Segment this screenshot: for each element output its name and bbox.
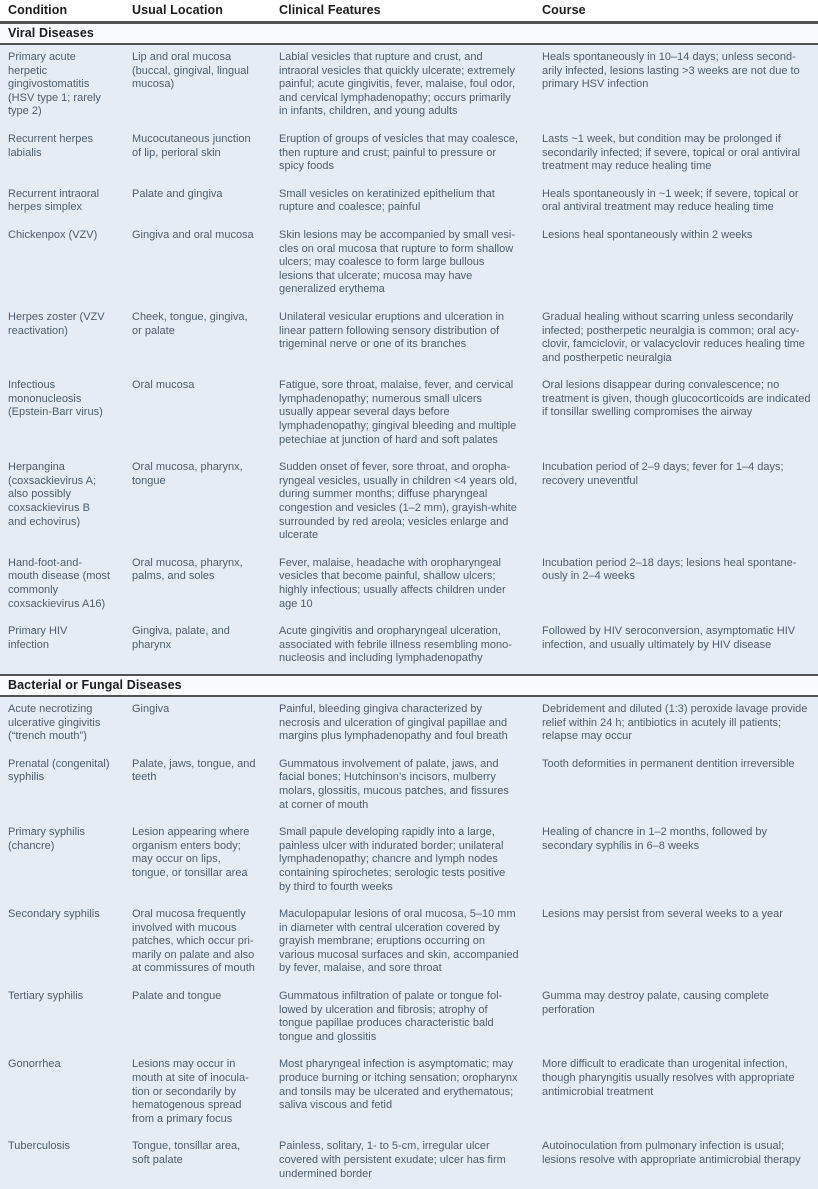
condition-cell: Recurrent intraoral herpes simplex	[0, 182, 124, 223]
location-cell: Mucocutaneous junction of lip, perioral skin	[124, 127, 271, 182]
features-cell: Fatigue, sore throat, malaise, fever, and cervical lymphadenopathy; numerous small ulcers usually appear several days before lymphadenopathy; gingival bleeding and multiple petechiae at junction of hard and soft palates	[271, 373, 534, 455]
section-header-row	[0, 675, 818, 696]
condition-cell: Herpangina (coxsackievirus A; also possibly coxsackievirus B and echovirus)	[0, 455, 124, 551]
features-cell: Small papule developing rapidly into a large, painless ulcer with indurated border; unilateral lymphadenopathy; chancre and lymph nodes containing spirochetes; serologic tests positive by third to fourth weeks	[271, 820, 534, 902]
course-cell: Lesions may persist from several weeks to a year	[534, 902, 818, 984]
condition-cell: Chickenpox (VZV)	[0, 223, 124, 305]
section-header-row	[0, 23, 818, 45]
condition-cell: Primary acute herpetic gingivostomatitis (HSV type 1; rarely type 2)	[0, 44, 124, 127]
condition-cell: Primary syphilis (chancre)	[0, 820, 124, 902]
table-row	[0, 820, 818, 902]
table-row	[0, 1052, 818, 1134]
location-cell: Palate and tongue	[124, 984, 271, 1052]
location-cell: Lesions may occur in mouth at site of inoculation or secondarily by hematogenous spread from a primary focus	[124, 1052, 271, 1134]
table-row	[0, 752, 818, 820]
course-cell: Incubation period 2–18 days; lesions heal spontaneously in 2–4 weeks	[534, 551, 818, 619]
location-cell: Oral mucosa, pharynx, tongue	[124, 455, 271, 551]
table-row	[0, 551, 818, 619]
table-header	[0, 0, 818, 23]
column-header-usual-location: Usual Location	[124, 0, 271, 23]
location-cell: Lesion appearing where organism enters body; may occur on lips, tongue, or tonsillar area	[124, 820, 271, 902]
location-cell: Palate and gingiva	[124, 182, 271, 223]
table-row	[0, 619, 818, 675]
features-cell: Fever, malaise, headache with oropharyngeal vesicles that become painful, shallow ulcers; highly infectious; usually affects children under age 10	[271, 551, 534, 619]
course-cell: Oral lesions disappear during convalescence; no treatment is given, though glucocorticoids are indicated if tonsillar swelling compromises the airway	[534, 373, 818, 455]
section-title: Bacterial or Fungal Diseases	[0, 675, 818, 696]
table-row	[0, 696, 818, 752]
condition-cell: Infectious mononucleosis (Epstein-Barr virus)	[0, 373, 124, 455]
table-row	[0, 455, 818, 551]
features-cell: Gummatous involvement of palate, jaws, and facial bones; Hutchinson’s incisors, mulberry molars, glossitis, mucous patches, and fissures at corner of mouth	[271, 752, 534, 820]
column-header-condition: Condition	[0, 0, 124, 23]
course-cell: Gumma may destroy palate, causing complete perforation	[534, 984, 818, 1052]
course-cell: Gradual healing without scarring unless secondarily infected; postherpetic neuralgia is common; oral acyclovir, famciclovir, or valacyclovir reduces healing time and postherpetic neuralgia	[534, 305, 818, 373]
section-title: Viral Diseases	[0, 23, 818, 45]
table-row	[0, 902, 818, 984]
location-cell: Cheek, tongue, gingiva, or palate	[124, 305, 271, 373]
features-cell: Skin lesions may be accompanied by small vesicles on oral mucosa that rupture to form shallow ulcers; may coalesce to form large bullous lesions that ulcerate; mucosa may have generalized erythema	[271, 223, 534, 305]
table-row	[0, 373, 818, 455]
course-cell: Lesions heal spontaneously within 2 weeks	[534, 223, 818, 305]
table-row	[0, 1134, 818, 1189]
condition-cell: Prenatal (congenital) syphilis	[0, 752, 124, 820]
course-cell: Followed by HIV seroconversion, asymptomatic HIV infection, and usually ultimately by HIV disease	[534, 619, 818, 675]
course-cell: Debridement and diluted (1:3) peroxide lavage provide relief within 24 h; antibiotics in acutely ill patients; relapse may occur	[534, 696, 818, 752]
course-cell: Incubation period of 2–9 days; fever for 1–4 days; recovery uneventful	[534, 455, 818, 551]
column-header-course: Course	[534, 0, 818, 23]
features-cell: Labial vesicles that rupture and crust, and intraoral vesicles that quickly ulcerate; extremely painful; acute gingivitis, fever, malaise, foul odor, and cervical lymphadenopathy; occurs primarily in infants, children, and young adults	[271, 44, 534, 127]
course-cell: Tooth deformities in permanent dentition irreversible	[534, 752, 818, 820]
condition-cell: Tuberculosis	[0, 1134, 124, 1189]
condition-cell: Recurrent herpes labialis	[0, 127, 124, 182]
course-cell: Autoinoculation from pulmonary infection is usual; lesions resolve with appropriate antimicrobial therapy	[534, 1134, 818, 1189]
location-cell: Lip and oral mucosa (buccal, gingival, lingual mucosa)	[124, 44, 271, 127]
table-header-row	[0, 0, 818, 23]
column-header-clinical-features: Clinical Features	[271, 0, 534, 23]
course-cell: Healing of chancre in 1–2 months, followed by secondary syphilis in 6–8 weeks	[534, 820, 818, 902]
condition-cell: Secondary syphilis	[0, 902, 124, 984]
features-cell: Painless, solitary, 1- to 5-cm, irregular ulcer covered with persistent exudate; ulcer has firm undermined border	[271, 1134, 534, 1189]
table-row	[0, 984, 818, 1052]
condition-cell: Herpes zoster (VZV reactivation)	[0, 305, 124, 373]
table-row	[0, 44, 818, 127]
course-cell: Heals spontaneously in 10–14 days; unless secondarily infected, lesions lasting >3 weeks are not due to primary HSV infection	[534, 44, 818, 127]
table-row	[0, 127, 818, 182]
course-cell: Heals spontaneously in ~1 week; if severe, topical or oral antiviral treatment may reduce healing time	[534, 182, 818, 223]
location-cell: Oral mucosa	[124, 373, 271, 455]
location-cell: Oral mucosa, pharynx, palms, and soles	[124, 551, 271, 619]
course-cell: Lasts ~1 week, but condition may be prolonged if secondarily infected; if severe, topical or oral antiviral treatment may reduce healing time	[534, 127, 818, 182]
table-body	[0, 23, 818, 1189]
location-cell: Gingiva and oral mucosa	[124, 223, 271, 305]
table-row	[0, 182, 818, 223]
condition-cell: Hand-foot-and-mouth disease (most commonly coxsackievirus A16)	[0, 551, 124, 619]
table-row	[0, 305, 818, 373]
condition-cell: Acute necrotizing ulcerative gingivitis (“trench mouth”)	[0, 696, 124, 752]
course-cell: More difficult to eradicate than urogenital infection, though pharyngitis usually resolves with appropriate antimicrobial treatment	[534, 1052, 818, 1134]
location-cell: Oral mucosa frequently involved with mucous patches, which occur primarily on palate and also at commissures of mouth	[124, 902, 271, 984]
location-cell: Gingiva	[124, 696, 271, 752]
features-cell: Painful, bleeding gingiva characterized by necrosis and ulceration of gingival papillae and margins plus lymphadenopathy and foul breath	[271, 696, 534, 752]
features-cell: Acute gingivitis and oropharyngeal ulceration, associated with febrile illness resembling mononucleosis and including lymphadenopathy	[271, 619, 534, 675]
table-row	[0, 223, 818, 305]
location-cell: Tongue, tonsillar area, soft palate	[124, 1134, 271, 1189]
features-cell: Gummatous infiltration of palate or tongue followed by ulceration and fibrosis; atrophy of tongue papillae produces characteristic bald tongue and glossitis	[271, 984, 534, 1052]
features-cell: Most pharyngeal infection is asymptomatic; may produce burning or itching sensation; oropharynx and tonsils may be ulcerated and erythematous; saliva viscous and fetid	[271, 1052, 534, 1134]
features-cell: Maculopapular lesions of oral mucosa, 5–10 mm in diameter with central ulceration covered by grayish membrane; eruptions occurring on various mucosal surfaces and skin, accompanied by fever, malaise, and sore throat	[271, 902, 534, 984]
features-cell: Small vesicles on keratinized epithelium that rupture and coalesce; painful	[271, 182, 534, 223]
condition-cell: Tertiary syphilis	[0, 984, 124, 1052]
features-cell: Sudden onset of fever, sore throat, and oropharyngeal vesicles, usually in children <4 years old, during summer months; diffuse pharyngeal congestion and vesicles (1–2 mm), grayish-white surrounded by red areola; vesicles enlarge and ulcerate	[271, 455, 534, 551]
condition-cell: Primary HIV infection	[0, 619, 124, 675]
features-cell: Eruption of groups of vesicles that may coalesce, then rupture and crust; painful to pressure or spicy foods	[271, 127, 534, 182]
location-cell: Palate, jaws, tongue, and teeth	[124, 752, 271, 820]
condition-cell: Gonorrhea	[0, 1052, 124, 1134]
features-cell: Unilateral vesicular eruptions and ulceration in linear pattern following sensory distribution of trigeminal nerve or one of its branches	[271, 305, 534, 373]
location-cell: Gingiva, palate, and pharynx	[124, 619, 271, 675]
